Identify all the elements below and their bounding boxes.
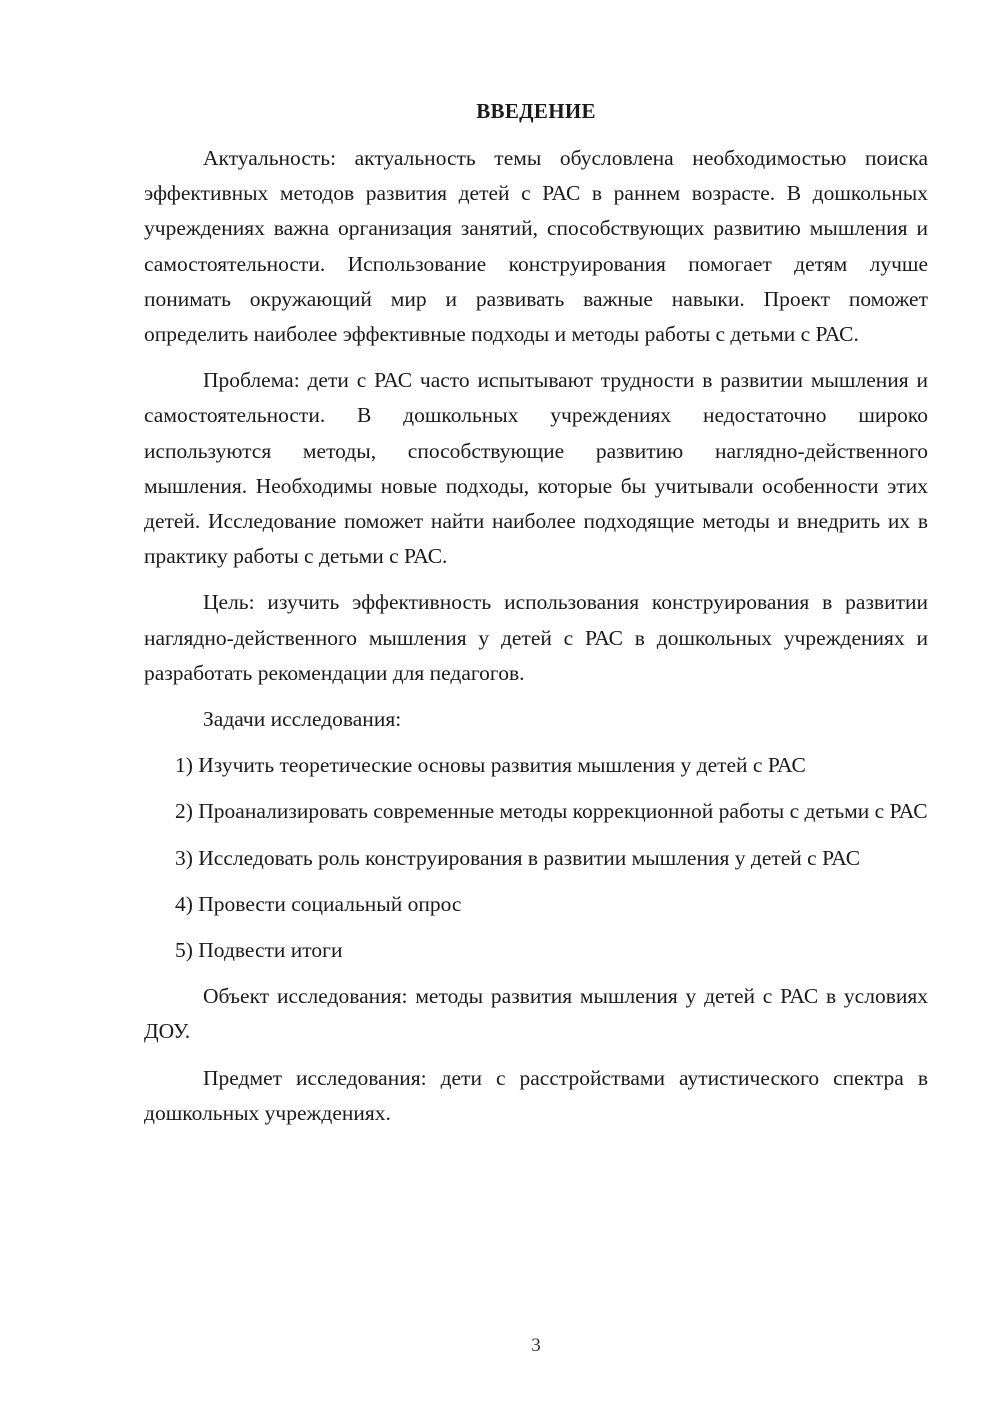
paragraph-object: Объект исследования: методы развития мышления у детей с РАС в условиях ДОУ. — [144, 984, 928, 1044]
paragraph-problem: Проблема: дети с РАС часто испытывают трудности в развитии мышления и самостоятельности. В дошкольных учреждениях недостаточно широко используются методы, способствующие развитию наглядно-действенного мышления. Необходимы новые подходы, которые бы учитывали особенности этих детей. Исследование поможет найти наиболее подходящие методы и внедрить их в практику работы с детьми с РАС. — [144, 368, 928, 569]
section-heading: ВВЕДЕНИЕ — [476, 99, 596, 123]
paragraph-subject: Предмет исследования: дети с расстройствами аутистического спектра в дошкольных учреждениях. — [144, 1065, 928, 1125]
list-item: 4) Провести социальный опрос — [175, 891, 462, 916]
document-body — [144, 141, 928, 1142]
list-item: 1) Изучить теоретические основы развития мышления у детей с РАС — [175, 753, 806, 778]
list-item: 5) Подвести итоги — [175, 938, 343, 963]
paragraph-goal: Цель: изучить эффективность использования конструирования в развитии наглядно-действенного мышления у детей с РАС в дошкольных учреждениях и разработать рекомендации для педагогов. — [144, 590, 928, 685]
page-number: 3 — [531, 1335, 541, 1356]
paragraph-relevance: Актуальность: актуальность темы обусловлена необходимостью поиска эффективных методов развития детей с РАС в раннем возрасте. В дошкольных учреждениях важна организация занятий, способствующих развитию мышления и самостоятельности. Использование конструирования помогает детям лучше понимать окружающий мир и развивать важные навыки. Проект поможет определить наиболее эффективные подходы и методы работы с детьми с РАС. — [144, 146, 928, 347]
list-item: 2) Проанализировать современные методы коррекционной работы с детьми с РАС — [175, 799, 928, 824]
list-item: 3) Исследовать роль конструирования в развитии мышления у детей с РАС — [175, 845, 861, 870]
paragraph-tasks-heading: Задачи исследования: — [203, 707, 402, 732]
document-page — [144, 0, 928, 1414]
